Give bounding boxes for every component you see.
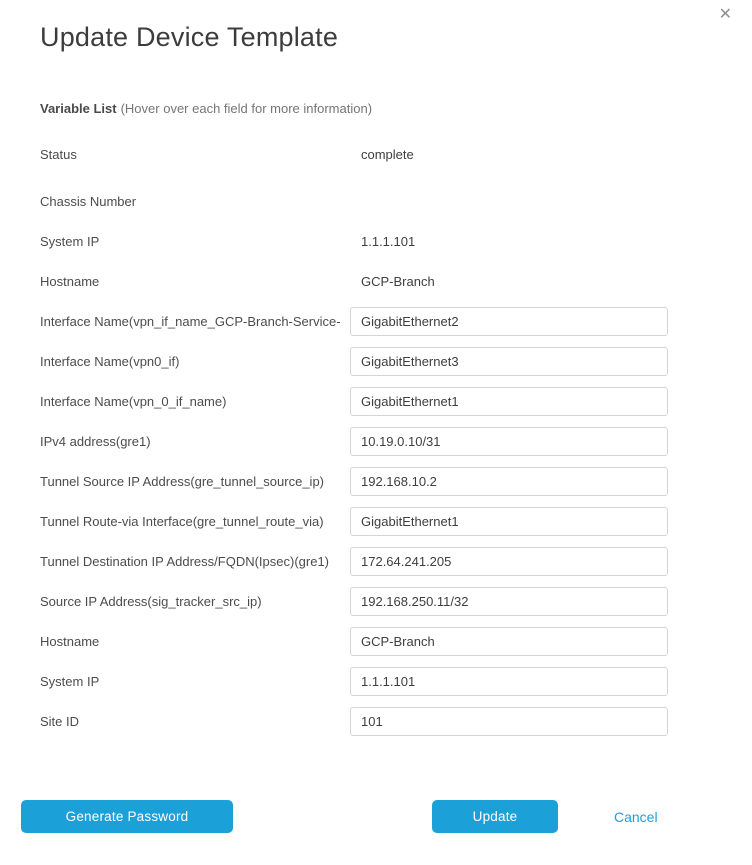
- tunnel-source-ip-input[interactable]: [350, 467, 668, 496]
- field-label: Tunnel Route-via Interface(gre_tunnel_route_via): [40, 514, 324, 529]
- field-label: Hostname: [40, 634, 100, 649]
- field-label: Status: [40, 147, 77, 162]
- system-ip-input[interactable]: [350, 667, 668, 696]
- field-row-status: [40, 140, 712, 169]
- field-label: Site ID: [40, 714, 80, 729]
- field-label: Tunnel Source IP Address(gre_tunnel_source_ip): [40, 474, 325, 489]
- interface-name-vpn0-if-input[interactable]: [350, 347, 668, 376]
- field-row-site-id: [40, 707, 712, 736]
- field-row-chassis-number: [40, 187, 712, 216]
- variable-list-title: Variable List: [40, 101, 117, 116]
- field-row-tunnel-destination-ip: [40, 547, 712, 576]
- tunnel-route-via-input[interactable]: [350, 507, 668, 536]
- interface-name-vpn-0-if-name-input[interactable]: [350, 387, 668, 416]
- page-title: Update Device Template: [40, 22, 339, 52]
- field-row-interface-name-service-vpn: [40, 307, 712, 336]
- field-row-source-ip-tracker: [40, 587, 712, 616]
- field-label: Tunnel Destination IP Address/FQDN(Ipsec)(gre1): [40, 554, 330, 569]
- field-row-ipv4-address-gre1: [40, 427, 712, 456]
- field-row-interface-name-vpn0-if: [40, 347, 712, 376]
- cancel-link[interactable]: Cancel: [614, 808, 658, 825]
- variable-list: [40, 140, 712, 736]
- field-row-interface-name-vpn-0-if-name: [40, 387, 712, 416]
- field-label: IPv4 address(gre1): [40, 434, 151, 449]
- field-row-system-ip-static: [40, 227, 712, 256]
- field-label: Interface Name(vpn_if_name_GCP-Branch-Service-: [40, 314, 341, 329]
- field-label: Interface Name(vpn0_if): [40, 354, 180, 369]
- field-label: Interface Name(vpn_0_if_name): [40, 394, 227, 409]
- interface-name-service-vpn-input[interactable]: [350, 307, 668, 336]
- dialog-footer: [0, 800, 752, 833]
- variable-list-header: [40, 101, 712, 117]
- variable-list-hint: (Hover over each field for more information): [120, 101, 373, 116]
- field-value: complete: [361, 147, 414, 162]
- field-value: GCP-Branch: [361, 274, 435, 289]
- field-label: Source IP Address(sig_tracker_src_ip): [40, 594, 262, 609]
- field-label: System IP: [40, 234, 100, 249]
- field-row-system-ip: [40, 667, 712, 696]
- hostname-input[interactable]: [350, 627, 668, 656]
- update-button[interactable]: Update: [432, 800, 558, 833]
- source-ip-tracker-input[interactable]: [350, 587, 668, 616]
- field-label: System IP: [40, 674, 100, 689]
- field-row-hostname-static: [40, 267, 712, 296]
- field-label: Hostname: [40, 274, 100, 289]
- field-value: 1.1.1.101: [361, 234, 416, 249]
- generate-password-button[interactable]: Generate Password: [21, 800, 233, 833]
- field-row-hostname: [40, 627, 712, 656]
- field-row-tunnel-route-via: [40, 507, 712, 536]
- field-label: Chassis Number: [40, 194, 137, 209]
- close-icon[interactable]: ✕: [713, 3, 738, 27]
- tunnel-destination-ip-input[interactable]: [350, 547, 668, 576]
- field-row-tunnel-source-ip: [40, 467, 712, 496]
- ipv4-address-gre1-input[interactable]: [350, 427, 668, 456]
- site-id-input[interactable]: [350, 707, 668, 736]
